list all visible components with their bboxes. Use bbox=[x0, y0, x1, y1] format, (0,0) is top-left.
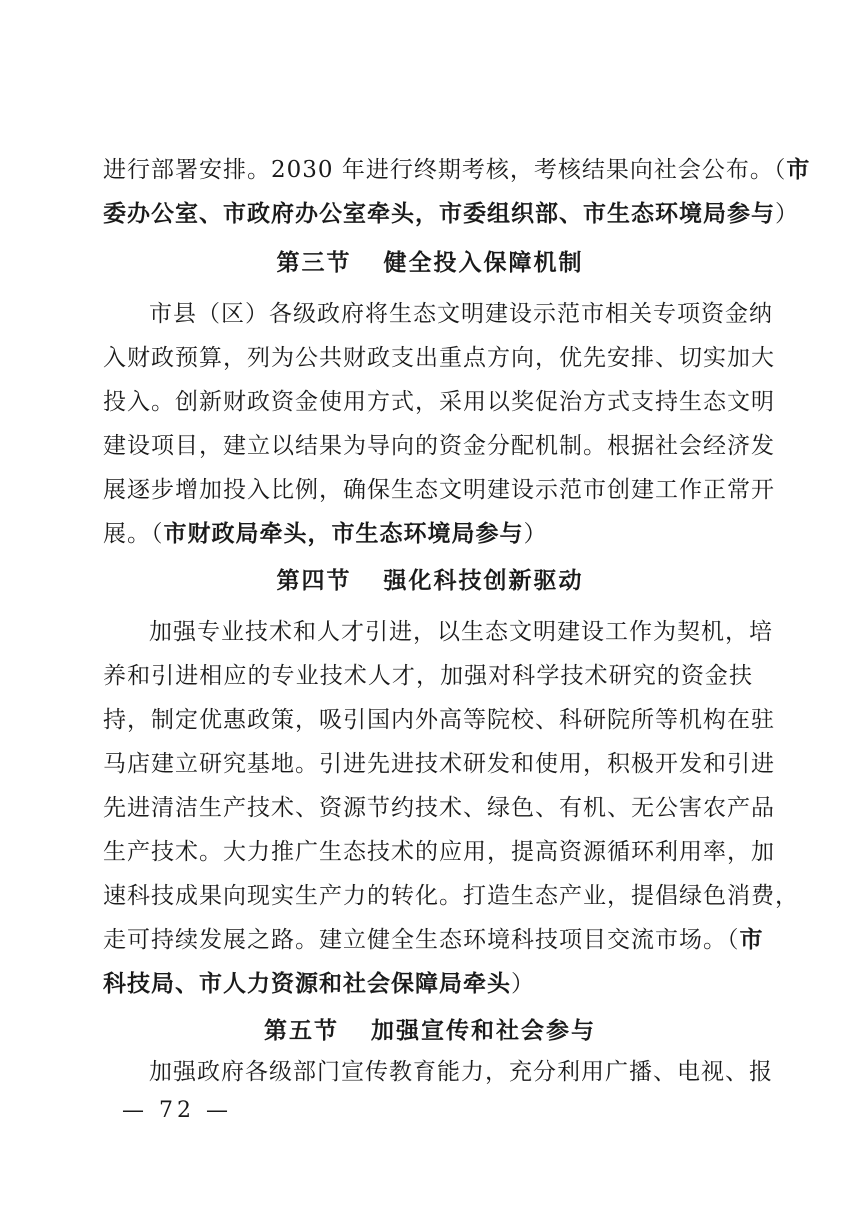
section-title: 强化科技创新驱动 bbox=[383, 567, 584, 594]
paragraph-line: 加强专业技术和人才引进，以生态文明建设工作为契机，培 bbox=[149, 619, 773, 645]
paragraph-line: 投入。创新财政资金使用方式，采用以奖促治方式支持生态文明 bbox=[103, 389, 775, 415]
paragraph-line bbox=[103, 192, 799, 236]
paragraph-line: 入财政预算，列为公共财政支出重点方向，优先安排、切实加大 bbox=[103, 345, 775, 371]
text-run-bold: 委办公室、市政府办公室牵头，市委组织部、市生态环境局参与 bbox=[103, 200, 775, 227]
paragraph-line: 持，制定优惠政策，吸引国内外高等院校、科研院所等机构在驻 bbox=[103, 707, 775, 733]
text-run: 进行部署安排。2030 年进行终期考核，考核结果向社会公布。（ bbox=[103, 157, 787, 183]
paragraph-line: 马店建立研究基地。引进先进技术研发和使用，积极开发和引进 bbox=[103, 751, 775, 777]
text-run: 展。（ bbox=[103, 521, 164, 547]
section-number: 第三节 bbox=[276, 249, 352, 276]
section-number: 第五节 bbox=[264, 1017, 339, 1044]
section-title: 加强宣传和社会参与 bbox=[371, 1017, 596, 1044]
text-run-bold: 市 bbox=[739, 926, 764, 953]
paragraph-line: 速科技成果向现实生产力的转化。打造生态产业，提倡绿色消费， bbox=[103, 883, 799, 909]
paragraph-line: 生产技术。大力推广生态技术的应用，提高资源循环利用率，加 bbox=[103, 839, 775, 865]
paragraph-line: 展逐步增加投入比例，确保生态文明建设示范市创建工作正常开 bbox=[103, 477, 775, 503]
text-run-bold: 科技局、市人力资源和社会保障局牵头 bbox=[103, 970, 511, 997]
text-run-bold: 市财政局牵头，市生态环境局参与 bbox=[163, 520, 524, 547]
paragraph-line: 先进清洁生产技术、资源节约技术、绿色、有机、无公害农产品 bbox=[103, 795, 775, 821]
text-run: ） bbox=[523, 521, 548, 547]
paragraph-line bbox=[103, 918, 764, 962]
text-run-bold: 市 bbox=[786, 156, 811, 183]
paragraph-line: 加强政府各级部门宣传教育能力，充分利用广播、电视、报 bbox=[149, 1059, 773, 1085]
paragraph-line bbox=[103, 962, 753, 1006]
paragraph-line: 建设项目，建立以结果为导向的资金分配机制。根据社会经济发 bbox=[103, 433, 775, 459]
paragraph-line: 养和引进相应的专业技术人才，加强对科学技术研究的资金扶 bbox=[103, 663, 753, 689]
section-heading bbox=[0, 241, 860, 285]
paragraph-line: 市县（区）各级政府将生态文明建设示范市相关专项资金纳 bbox=[149, 301, 773, 327]
section-heading bbox=[0, 559, 860, 603]
section-title: 健全投入保障机制 bbox=[383, 249, 584, 276]
paragraph-line bbox=[103, 148, 811, 192]
section-heading bbox=[0, 1009, 860, 1053]
text-run: ） bbox=[511, 971, 535, 997]
paragraph-line bbox=[103, 512, 753, 556]
text-run: 走可持续发展之路。建立健全生态环境科技项目交流市场。（ bbox=[103, 927, 740, 953]
text-run: ） bbox=[775, 201, 799, 227]
page-number: — 72 — bbox=[122, 1098, 232, 1123]
section-number: 第四节 bbox=[276, 567, 352, 594]
